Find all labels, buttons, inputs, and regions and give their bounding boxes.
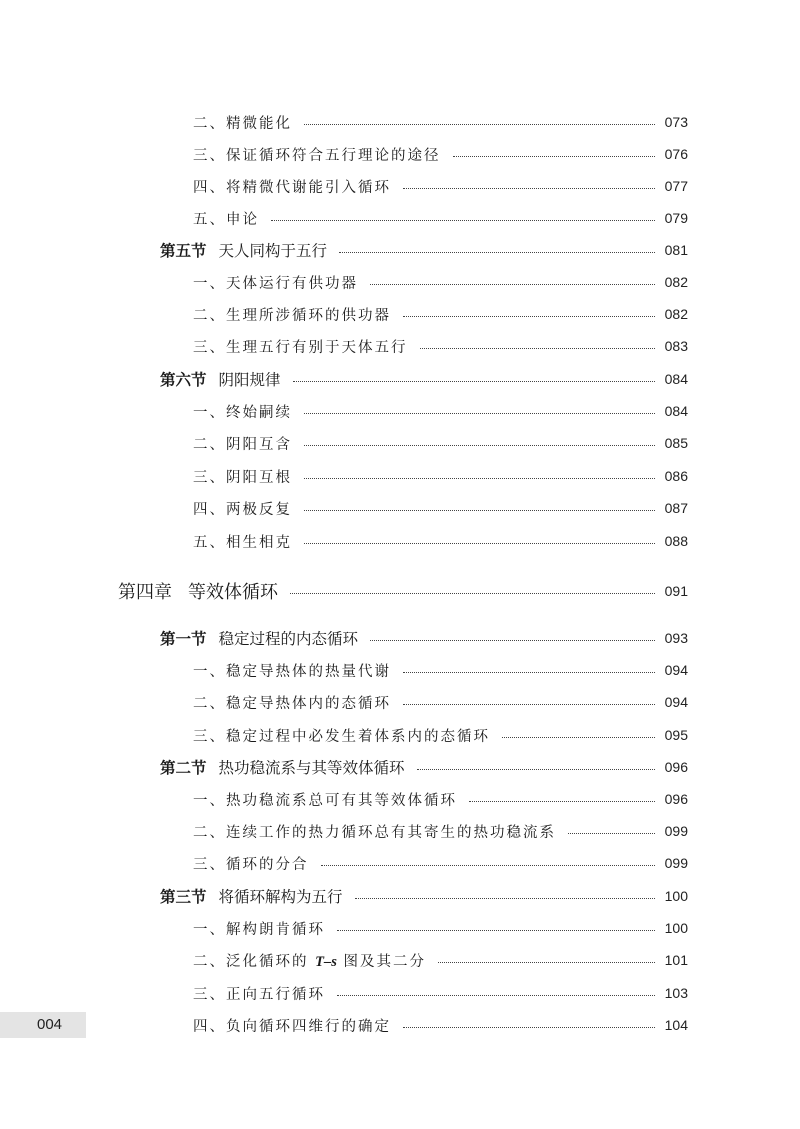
toc-page-number: 100	[664, 888, 688, 904]
toc-leader	[403, 316, 655, 317]
toc-item-title: 四、负向循环四维行的确定	[193, 1018, 391, 1035]
toc-page-number: 083	[664, 338, 688, 354]
toc-page-number: 077	[664, 178, 688, 194]
section-number: 第五节	[160, 242, 207, 260]
toc-item-title: 二、连续工作的热力循环总有其寄生的热功稳流系	[193, 824, 556, 841]
section-number: 第二节	[160, 759, 207, 777]
toc-leader	[339, 252, 655, 253]
toc-page-number: 073	[664, 114, 688, 130]
section-title: 天人同构于五行	[218, 242, 328, 260]
toc-leader	[438, 962, 655, 963]
toc-leader	[321, 865, 655, 866]
toc-page-number: 076	[664, 146, 688, 162]
toc-page-number: 094	[664, 694, 688, 710]
toc-item[interactable]	[193, 851, 688, 875]
ts-diagram-label: T–s	[315, 953, 337, 970]
toc-leader	[304, 478, 655, 479]
toc-item[interactable]	[193, 334, 688, 358]
toc-item[interactable]	[193, 270, 688, 294]
toc-page-number: 086	[664, 468, 688, 484]
toc-item[interactable]	[193, 206, 688, 230]
toc-item-title: 二、精微能化	[193, 115, 292, 132]
toc-leader	[403, 704, 655, 705]
toc-item-title: 三、生理五行有别于天体五行	[193, 339, 408, 356]
toc-page-number: 084	[664, 371, 688, 387]
toc-item-title: 一、终始嗣续	[193, 404, 292, 421]
toc-leader	[304, 543, 655, 544]
toc-page-number: 099	[664, 823, 688, 839]
toc-section[interactable]	[160, 884, 688, 908]
chapter-title: 等效体循环	[188, 582, 278, 603]
toc-item-title: 三、保证循环符合五行理论的途径	[193, 147, 441, 164]
toc-page-number: 088	[664, 533, 688, 549]
toc-leader	[290, 593, 655, 594]
toc-chapter[interactable]	[118, 579, 688, 603]
toc-page-number: 099	[664, 855, 688, 871]
toc-item[interactable]	[193, 948, 688, 972]
toc-item[interactable]	[193, 981, 688, 1005]
toc-item-title: 三、正向五行循环	[193, 986, 325, 1003]
toc-leader	[304, 445, 655, 446]
toc-page-number: 101	[664, 952, 688, 968]
section-title: 阴阳规律	[218, 371, 281, 389]
toc-page-number: 081	[664, 242, 688, 258]
section-number: 第三节	[160, 888, 207, 906]
toc-item-title: 二、阴阳互含	[193, 436, 292, 453]
toc-item[interactable]	[193, 723, 688, 747]
toc-page-number: 093	[664, 630, 688, 646]
toc-item-title: 二、生理所涉循环的供功器	[193, 307, 391, 324]
page-number: 004	[37, 1016, 63, 1033]
toc-page-number: 103	[664, 985, 688, 1001]
toc-section[interactable]	[160, 755, 688, 779]
toc-item[interactable]	[193, 142, 688, 166]
toc-page-number: 084	[664, 403, 688, 419]
section-title: 热功稳流系与其等效体循环	[218, 759, 405, 777]
toc-leader	[502, 737, 655, 738]
toc-item[interactable]	[193, 916, 688, 940]
toc-item-title: 五、相生相克	[193, 534, 292, 551]
toc-leader	[337, 995, 655, 996]
toc-leader	[370, 284, 655, 285]
toc-item-title: 一、天体运行有供功器	[193, 275, 358, 292]
toc-item-title: 一、稳定导热体的热量代谢	[193, 663, 391, 680]
toc-page-number: 082	[664, 274, 688, 290]
toc-item[interactable]	[193, 529, 688, 553]
toc-page-number: 100	[664, 920, 688, 936]
toc-page-number: 104	[664, 1017, 688, 1033]
toc-leader	[271, 220, 655, 221]
toc-leader	[403, 188, 655, 189]
toc-item-title: 三、循环的分合	[193, 856, 309, 873]
toc-page-number: 096	[664, 759, 688, 775]
toc-leader	[403, 672, 655, 673]
toc-page-number: 094	[664, 662, 688, 678]
toc-leader	[355, 898, 655, 899]
toc-section[interactable]	[160, 238, 688, 262]
toc-item[interactable]	[193, 431, 688, 455]
toc-item-title	[193, 950, 426, 971]
toc-leader	[403, 1027, 655, 1028]
toc-item-title: 一、热功稳流系总可有其等效体循环	[193, 792, 457, 809]
section-title: 将循环解构为五行	[218, 888, 343, 906]
toc-item[interactable]	[193, 464, 688, 488]
toc-leader	[469, 801, 655, 802]
page-number-tab	[0, 1012, 86, 1038]
toc-page-number: 095	[664, 727, 688, 743]
toc-item[interactable]	[193, 787, 688, 811]
toc-page-number: 096	[664, 791, 688, 807]
toc-item-title: 三、稳定过程中必发生着体系内的态循环	[193, 728, 490, 745]
toc-leader	[337, 930, 655, 931]
toc-item-title: 四、将精微代谢能引入循环	[193, 179, 391, 196]
toc-section[interactable]	[160, 626, 688, 650]
toc-leader	[417, 769, 655, 770]
toc-leader	[304, 413, 655, 414]
toc-leader	[304, 510, 655, 511]
toc-item-title: 二、稳定导热体内的态循环	[193, 695, 391, 712]
toc-page-number: 091	[664, 583, 688, 599]
section-title: 稳定过程的内态循环	[218, 630, 359, 648]
toc-item[interactable]	[193, 302, 688, 326]
toc-page-number: 082	[664, 306, 688, 322]
toc-leader	[370, 640, 655, 641]
section-number: 第一节	[160, 630, 207, 648]
toc-item[interactable]	[193, 496, 688, 520]
toc-leader	[420, 348, 655, 349]
toc-leader	[453, 156, 655, 157]
toc-item[interactable]	[193, 110, 688, 134]
toc-item[interactable]	[193, 1013, 688, 1037]
chapter-number: 第四章	[118, 582, 172, 603]
toc-leader	[304, 124, 655, 125]
toc-item-title: 一、解构朗肯循环	[193, 921, 325, 938]
toc-item[interactable]	[193, 174, 688, 198]
toc-page-number: 079	[664, 210, 688, 226]
toc-title-suffix: 图及其二分	[343, 953, 426, 970]
toc-item-title: 四、两极反复	[193, 501, 292, 518]
toc-item[interactable]	[193, 690, 688, 714]
toc-leader	[568, 833, 655, 834]
toc-section[interactable]	[160, 367, 688, 391]
toc-item-title: 五、申论	[193, 211, 259, 228]
toc-page-number: 085	[664, 435, 688, 451]
toc-item[interactable]	[193, 399, 688, 423]
toc-page-number: 087	[664, 500, 688, 516]
toc-title-prefix: 二、泛化循环的	[193, 953, 309, 970]
toc-item[interactable]	[193, 658, 688, 682]
toc-item[interactable]	[193, 819, 688, 843]
toc-item-title: 三、阴阳互根	[193, 469, 292, 486]
section-number: 第六节	[160, 371, 207, 389]
toc-leader	[293, 381, 655, 382]
